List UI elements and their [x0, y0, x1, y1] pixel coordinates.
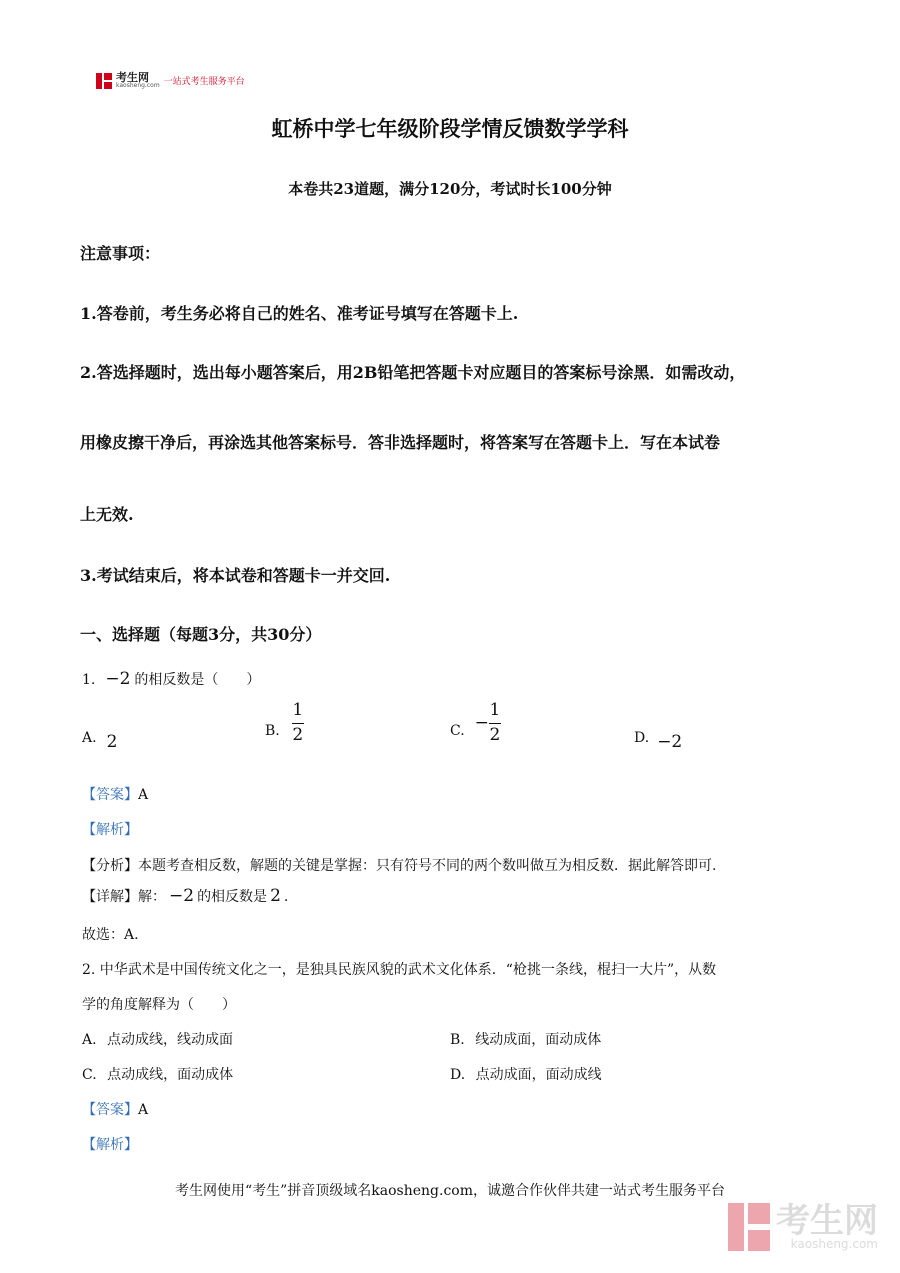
detail-math-2: 2 — [270, 886, 281, 906]
option-b-label: B. — [265, 723, 280, 740]
option-b-fraction — [292, 702, 304, 745]
answer-value: A — [138, 1102, 149, 1118]
notice-item-1: 1.答卷前，考生务必将自己的姓名、准考证号填写在答题卡上. — [80, 304, 519, 323]
watermark-name: 考生网 — [776, 1201, 878, 1241]
watermark-text — [776, 1201, 878, 1251]
fraction-numerator: 1 — [489, 700, 501, 720]
question-1-analysis-tag: 【解析】 — [82, 822, 138, 838]
watermark-domain: kaosheng.com — [790, 1237, 878, 1251]
question-2-option-a — [82, 1029, 233, 1049]
fraction-bar — [489, 723, 501, 724]
fraction-denominator: 2 — [292, 724, 304, 745]
page-footer: 考生网使用“考生”拼音顶级域名kaosheng.com，诚邀合作伙伴共建一站式考生服务平台 — [174, 1183, 726, 1199]
fraction-numerator: 1 — [292, 700, 304, 720]
detail-math-1: −2 — [169, 886, 195, 906]
question-2-stem-line-2: 学的角度解释为（ ） — [82, 997, 236, 1013]
notice-item-3: 3.考试结束后，将本试卷和答题卡一并交回. — [80, 566, 391, 585]
option-d-text: 点动成面，面动成线 — [475, 1067, 602, 1083]
logo-text — [116, 72, 160, 89]
watermark-logo — [728, 1203, 878, 1251]
question-1-choose: 故选：A. — [82, 927, 139, 943]
option-a-text: 点动成线，线动成面 — [107, 1032, 234, 1048]
option-d-label: D. — [634, 730, 650, 746]
logo-name: 考生网 — [116, 71, 149, 84]
answer-tag: 【答案】 — [82, 787, 138, 803]
option-c-label: C. — [82, 1067, 97, 1083]
detail-prefix: 【详解】解： — [82, 889, 166, 905]
question-number: 1. — [82, 672, 96, 688]
header-logo — [96, 72, 245, 89]
question-2-analysis-tag: 【解析】 — [82, 1137, 138, 1153]
question-text: 的相反数是（ ） — [134, 672, 261, 688]
question-1-stem — [82, 669, 260, 689]
fraction-denominator: 2 — [489, 724, 501, 745]
question-1-option-b — [265, 702, 304, 745]
question-1-detail — [82, 886, 288, 906]
answer-value: A — [138, 787, 149, 803]
notice-item-2-line-3: 上无效. — [80, 505, 134, 524]
detail-end: . — [283, 889, 289, 905]
option-d-label: D. — [450, 1067, 466, 1083]
option-c-text: 点动成线，面动成体 — [107, 1067, 234, 1083]
kaosheng-watermark-icon — [728, 1203, 770, 1251]
option-c-sign: − — [474, 713, 489, 734]
page-subtitle: 本卷共23道题，满分120分，考试时长100分钟 — [288, 180, 612, 198]
section-heading: 一、选择题（每题3分，共30分） — [80, 625, 322, 644]
question-1-answer — [82, 784, 148, 804]
page-title: 虹桥中学七年级阶段学情反馈数学学科 — [271, 116, 629, 141]
question-2-answer — [82, 1099, 148, 1119]
answer-tag: 【答案】 — [82, 1102, 138, 1118]
logo-slogan: 一站式考生服务平台 — [163, 77, 245, 87]
notice-heading: 注意事项： — [80, 244, 161, 263]
question-2-stem-line-1: 2. 中华武术是中国传统文化之一，是独具民族风貌的武术文化体系．“枪挑一条线，棍扫一大片”，从数 — [82, 962, 717, 978]
option-a-label: A. — [82, 730, 97, 746]
detail-mid: 的相反数是 — [197, 889, 268, 905]
notice-item-2-line-2: 用橡皮擦干净后，再涂选其他答案标号．答非选择题时，将答案写在答题卡上．写在本试卷 — [80, 433, 721, 452]
fraction-bar — [292, 723, 304, 724]
question-1-option-d — [634, 726, 683, 752]
option-b-label: B. — [450, 1032, 465, 1048]
kaosheng-logo-icon — [96, 73, 112, 89]
question-1-fenxi: 【分析】本题考查相反数，解题的关键是掌握：只有符号不同的两个数叫做互为相反数．据此解答即可. — [82, 858, 717, 874]
notice-item-2-line-1: 2.答选择题时，选出每小题答案后，用2B铅笔把答题卡对应题目的答案标号涂黑．如需改动， — [80, 363, 746, 382]
option-c-fraction — [489, 702, 501, 745]
question-1-option-a — [82, 726, 118, 752]
question-2-option-c — [82, 1064, 233, 1084]
question-2-option-b — [450, 1029, 601, 1049]
option-c-label: C. — [450, 723, 465, 740]
option-b-text: 线动成面，面动成体 — [475, 1032, 602, 1048]
option-a-label: A. — [82, 1032, 97, 1048]
question-2-option-d — [450, 1064, 602, 1084]
logo-domain: kaosheng.com — [116, 82, 160, 89]
question-1-option-c — [450, 702, 501, 745]
option-a-value: 2 — [106, 732, 118, 752]
option-d-value: −2 — [657, 732, 683, 752]
question-math: −2 — [105, 669, 131, 689]
